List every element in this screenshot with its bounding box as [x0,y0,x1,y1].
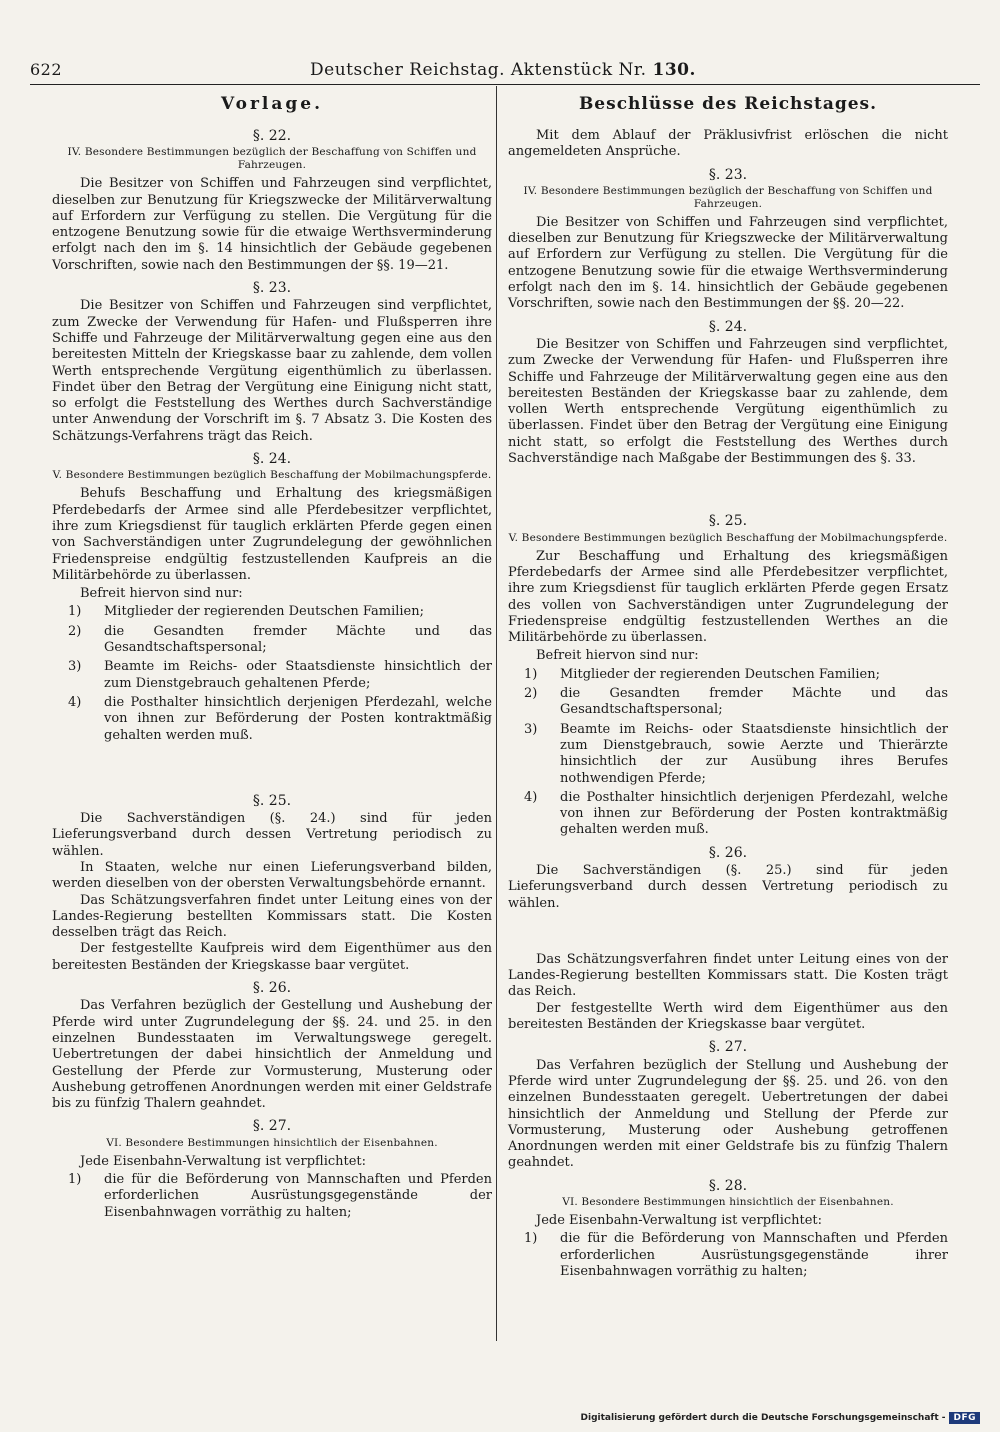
list-item-text: die für die Beförderung von Mannschaften und Pferden erforderlichen Ausrüstungsgegenstände der Eisenbahnwagen vorräthig zu halten; [104,1172,492,1220]
dfg-logo: DFG [949,1412,980,1424]
list-item-number: 1) [524,666,538,682]
list-item [508,1231,948,1280]
paragraph: Die Besitzer von Schiffen und Fahrzeugen sind verpflichtet, dieselben zur Benutzung für Kriegszwecke der Militärverwaltung auf Erfordern zur Verfügung zu stellen. Die Vergütung für die entzogene Benutzung sowie für die etwaige Werthsverminderung erfolgt nach den im §. 14 hinsichtlich der Gebäude gegebenen Vorschriften, sowie nach den Bestimmungen der §§. 19—21. [52,176,492,273]
blank-space [508,467,948,507]
section-number: §. 22. [252,128,292,144]
paragraph: Die Besitzer von Schiffen und Fahrzeugen sind verpflichtet, zum Zwecke der Verwendung für Hafen- und Flußsperren ihre Schiffe und Fahrzeuge der Militärverwaltung gegen eine aus den bereitesten Beständen der Kriegskasse baar zu zahlende, dem vollen Werth entsprechende Vergütung eigenthümlich zu überlassen. Findet über den Betrag der Vergütung eine Einigung nicht statt, so erfolgt die Feststellung des Werthes durch Sachverständige nach Maßgabe der Bestimmungen des §. 33. [508,336,948,467]
paragraph: In Staaten, welche nur einen Lieferungsverband bilden, werden dieselben von der obersten Verwaltungsbehörde ernannt. [52,859,492,892]
paragraph: Behufs Beschaffung und Erhaltung des kriegsmäßigen Pferdebedarfs der Armee sind alle Pferdebesitzer verpflichtet, ihre zum Kriegsdienst für tauglich erklärten Pferde gegen einen von Sachverständigen unter Zugrundelegung der gewöhnlichen Friedenspreise endgültig festzustellenden Kaufpreis an die Militärbehörde zu überlassen. [52,486,492,583]
paragraph: Das Verfahren bezüglich der Gestellung und Aushebung der Pferde wird unter Zugrundelegung der §§. 24. und 25. in den einzelnen Bundesstaaten im Verwaltungswege geregelt. Uebertretungen der dabei hinsichtlich der Anmeldung und Gestellung der Pferde zur Vormusterung, Musterung oder Aushebung getroffenen Anordnungen werden mit einer Geldstrafe bis zu fünfzig Thalern geahndet. [52,998,492,1112]
section-number: §. 23. [708,166,748,183]
list-item-number: 4) [524,789,538,805]
section-number: §. 26. [252,980,292,997]
column-divider [496,86,497,1341]
list-item-text: die Gesandten fremder Mächte und das Gesandtschaftspersonal; [560,686,948,718]
right-column [508,96,948,1283]
section-number: §. 27. [708,1039,748,1056]
enumerated-list [52,604,492,743]
enumerated-list [508,667,948,839]
paragraph: Das Schätzungsverfahren findet unter Leitung eines von der Landes-Regierung bestellten Kommissars statt. Die Kosten trägt das Reich. [508,951,948,1000]
section-number: §. 23. [252,280,292,297]
section-subheading: VI. Besondere Bestimmungen hinsichtlich der Eisenbahnen. [562,1196,894,1209]
list-item-number: 2) [68,623,82,639]
section-number: §. 27. [252,1118,292,1135]
list-intro: Jede Eisenbahn-Verwaltung ist verpflichtet: [80,1153,367,1169]
list-item [508,790,948,839]
left-column [52,96,492,1224]
paragraph: Zur Beschaffung und Erhaltung des kriegsmäßigen Pferdebedarfs der Armee sind alle Pferdebesitzer verpflichtet, ihre zum Kriegsdienst für tauglich erklärten Pferde gegen Ersatz des vollen von Sachverständigen unter Zugrundelegung der Friedenspreise endgültig festzustellenden Werthes an die Militärbehörde zu überlassen. [508,548,948,646]
footer-credit [0,1412,980,1424]
section-number: §. 28. [708,1177,748,1194]
left-column-body [52,128,492,1221]
footer-text: Digitalisierung gefördert durch die Deutsche Forschungsgemeinschaft - [580,1413,946,1423]
list-item-number: 1) [524,1231,538,1247]
paragraph: Der festgestellte Werth wird dem Eigenthümer aus den bereitesten Beständen der Kriegskasse baar vergütet. [508,1000,948,1033]
list-item-text: die für die Beförderung von Mannschaften und Pferden erforderlichen Ausrüstungsgegenstände ihrer Eisenbahnwagen vorräthig zu halten; [560,1231,948,1279]
section-number: §. 25. [252,792,292,809]
list-item [52,695,492,744]
paragraph: Die Sachverständigen (§. 25.) sind für jeden Lieferungsverband durch dessen Vertretung periodisch zu wählen. [508,862,948,911]
section-number: §. 25. [708,513,748,530]
paragraph: Die Sachverständigen (§. 24.) sind für jeden Lieferungsverband durch dessen Vertretung periodisch zu wählen. [52,811,492,859]
list-item [52,604,492,620]
document-number: 130. [652,60,696,80]
right-column-body [508,128,948,1280]
enumerated-list [508,1231,948,1280]
section-subheading: IV. Besondere Bestimmungen bezüglich der Beschaffung von Schiffen und Fahrzeugen. [67,146,477,172]
list-intro: Befreit hiervon sind nur: [80,586,243,602]
list-intro: Jede Eisenbahn-Verwaltung ist verpflichtet: [536,1213,823,1229]
list-item-text: die Gesandten fremder Mächte und das Gesandtschaftspersonal; [104,623,492,656]
list-item-text: Beamte im Reichs- oder Staatsdienste hinsichtlich der zum Dienstgebrauch, sowie Aerzte und Thierärzte hinsichtlich der zur Ausübung ihres Berufes nothwendigen Pferde; [560,721,948,786]
section-number: §. 24. [708,318,748,335]
page-number: 622 [30,60,63,79]
paragraph: Die Besitzer von Schiffen und Fahrzeugen sind verpflichtet, dieselben zur Benutzung für Kriegszwecke der Militärverwaltung auf Erfordern zur Verfügung zu stellen. Die Vergütung für die entzogene Benutzung sowie für die etwaige Werthsverminderung erfolgt nach den im §. 14. hinsichtlich der Gebäude gegebenen Vorschriften, sowie nach den Bestimmungen der §§. 20—22. [508,214,948,312]
page-header [30,56,980,82]
list-item [508,722,948,787]
list-item-text: die Posthalter hinsichtlich derjenigen Pferdezahl, welche von ihnen zur Beförderung der Posten kontraktmäßig gehalten werden muß. [104,694,492,743]
paragraph: Der festgestellte Kaufpreis wird dem Eigenthümer aus den bereitesten Beständen der Kriegskasse baar vergütet. [52,941,492,973]
list-item [508,686,948,719]
list-item-text: Mitglieder der regierenden Deutschen Familien; [560,666,880,682]
list-item-text: Beamte im Reichs- oder Staatsdienste hinsichtlich der zum Dienstgebrauch gehaltenen Pferde; [104,659,492,691]
left-column-title: Vorlage. [220,94,324,114]
blank-space [508,912,948,952]
list-item [508,667,948,683]
paragraph: Die Besitzer von Schiffen und Fahrzeugen sind verpflichtet, zum Zwecke der Verwendung für Hafen- und Flußsperren ihre Schiffe und Fahrzeuge der Militärverwaltung gegen eine aus den bereitesten Mitteln der Kriegskasse baar zu zahlende, dem vollen Werth entsprechende Vergütung eigenthümlich zu überlassen. Findet über den Betrag der Vergütung eine Einigung nicht statt, so erfolgt die Feststellung des Werthes durch Sachverständige unter Anwendung der Vorschrift im §. 7 Absatz 3. Die Kosten des Schätzungs-Verfahrens trägt das Reich. [52,298,492,444]
list-item-number: 3) [524,721,538,737]
header-rule [30,84,980,85]
paragraph: Das Schätzungsverfahren findet unter Leitung eines von der Landes-Regierung bestellten Kommissars statt. Die Kosten desselben trägt das Reich. [52,892,492,941]
list-item [52,624,492,657]
blank-space [52,747,492,787]
section-subheading: V. Besondere Bestimmungen bezüglich Beschaffung der Mobilmachungspferde. [52,469,492,482]
running-title [310,60,696,80]
list-item-text: Mitglieder der regierenden Deutschen Familien; [104,604,424,620]
section-subheading: V. Besondere Bestimmungen bezüglich Beschaffung der Mobilmachungspferde. [508,531,948,544]
right-column-title: Beschlüsse des Reichstages. [578,94,878,114]
list-item-text: die Posthalter hinsichtlich derjenigen Pferdezahl, welche von ihnen zur Beförderung der Posten kontraktmäßig gehalten werden muß. [560,789,948,838]
list-intro: Befreit hiervon sind nur: [536,648,699,664]
section-subheading: VI. Besondere Bestimmungen hinsichtlich der Eisenbahnen. [106,1136,438,1149]
paragraph: Das Verfahren bezüglich der Stellung und Aushebung der Pferde wird unter Zugrundelegung der §§. 25. und 26. von den einzelnen Bundesstaaten geregelt. Uebertretungen der dabei hinsichtlich der Anmeldung und Stellung der Pferde zur Vormusterung, Musterung oder Aushebung getroffenen Anordnungen werden mit einer Geldstrafe bis zu fünfzig Thalern geahndet. [508,1057,948,1171]
section-number: §. 26. [708,844,748,861]
list-item-number: 4) [68,694,82,710]
paragraph: Mit dem Ablauf der Präklusivfrist erlöschen die nicht angemeldeten Ansprüche. [508,128,948,160]
list-item-number: 1) [68,604,82,620]
enumerated-list [52,1172,492,1221]
section-number: §. 24. [252,451,292,468]
list-item-number: 3) [68,659,82,675]
list-item [52,659,492,692]
list-item [52,1172,492,1221]
list-item-number: 1) [68,1172,82,1188]
section-subheading: IV. Besondere Bestimmungen bezüglich der Beschaffung von Schiffen und Fahrzeugen. [523,184,933,210]
list-item-number: 2) [524,686,538,702]
running-title-text: Deutscher Reichstag. Aktenstück Nr. [310,60,647,80]
